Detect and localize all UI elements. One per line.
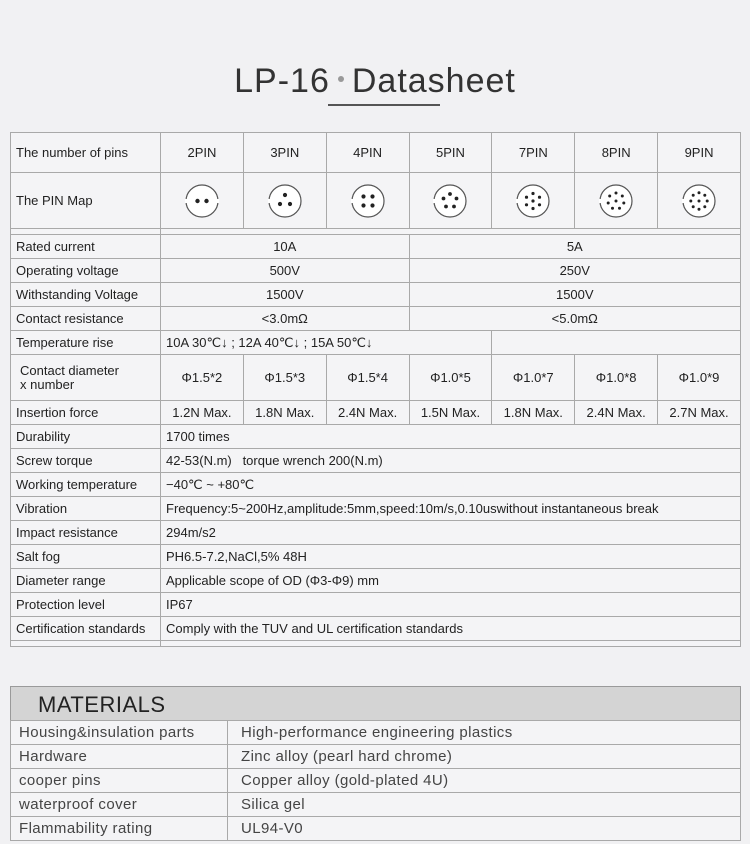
materials-label: Flammability rating <box>11 817 228 841</box>
contact-diameter-cell: Φ1.5*2 <box>161 355 244 401</box>
spec-label: Durability <box>11 425 161 449</box>
materials-row <box>11 817 741 841</box>
spec-row-impact-resistance <box>11 521 741 545</box>
contact-diameter-cell: Φ1.0*8 <box>575 355 658 401</box>
pin-count-cell: 8PIN <box>575 133 658 173</box>
spec-row-rated-current <box>11 235 741 259</box>
spec-value-empty <box>492 331 741 355</box>
title-model: LP-16 <box>234 62 330 100</box>
spec-value: Comply with the TUV and UL certification standards <box>161 617 741 641</box>
pinmap-cell <box>243 173 326 229</box>
spec-value-b: 250V <box>409 259 740 283</box>
spec-value: 294m/s2 <box>161 521 741 545</box>
spec-label: Contact resistance <box>11 307 161 331</box>
spec-row-contact-diameter <box>11 355 741 401</box>
spec-row-working-temperature <box>11 473 741 497</box>
pinmap-8pin-icon <box>598 183 634 219</box>
pinmap-5pin-icon <box>432 183 468 219</box>
materials-row <box>11 721 741 745</box>
insertion-force-cell: 1.8N Max. <box>243 401 326 425</box>
spec-value: Applicable scope of OD (Φ3-Φ9) mm <box>161 569 741 593</box>
spec-label: Vibration <box>11 497 161 521</box>
insertion-force-cell: 1.2N Max. <box>161 401 244 425</box>
spec-value: PH6.5-7.2,NaCl,5% 48H <box>161 545 741 569</box>
contact-diameter-cell: Φ1.0*7 <box>492 355 575 401</box>
spec-label-line: x number <box>20 376 75 392</box>
pinmap-3pin-icon <box>267 183 303 219</box>
contact-diameter-cell: Φ1.5*3 <box>243 355 326 401</box>
materials-label: Hardware <box>11 745 228 769</box>
materials-table <box>10 720 741 841</box>
spec-value-a: 500V <box>161 259 410 283</box>
insertion-force-cell: 1.5N Max. <box>409 401 492 425</box>
materials-label: cooper pins <box>11 769 228 793</box>
spec-row-withstanding-voltage <box>11 283 741 307</box>
pinmap-cell <box>492 173 575 229</box>
materials-label: Housing&insulation parts <box>11 721 228 745</box>
contact-diameter-cell: Φ1.0*9 <box>658 355 741 401</box>
spec-label: Rated current <box>11 235 161 259</box>
spec-label: Withstanding Voltage <box>11 283 161 307</box>
materials-heading: MATERIALS <box>38 692 166 717</box>
spec-row-contact-resistance <box>11 307 741 331</box>
pin-count-cell: 7PIN <box>492 133 575 173</box>
pin-count-cell: 5PIN <box>409 133 492 173</box>
spec-label: Insertion force <box>11 401 161 425</box>
contact-diameter-cell: Φ1.0*5 <box>409 355 492 401</box>
spec-value: −40℃ ~ +80℃ <box>161 473 741 497</box>
spec-value: IP67 <box>161 593 741 617</box>
spec-row-salt-fog <box>11 545 741 569</box>
materials-row <box>11 745 741 769</box>
spec-label: Temperature rise <box>11 331 161 355</box>
spec-value: 42-53(N.m) torque wrench 200(N.m) <box>161 449 741 473</box>
pinmap-2pin-icon <box>184 183 220 219</box>
contact-diameter-cell: Φ1.5*4 <box>326 355 409 401</box>
spec-row-pins <box>11 133 741 173</box>
spec-value: Frequency:5~200Hz,amplitude:5mm,speed:10m/s,0.10uswithout instantaneous break <box>161 497 741 521</box>
spec-label: Impact resistance <box>11 521 161 545</box>
title-dot-icon <box>338 76 344 82</box>
spec-label: The PIN Map <box>11 173 161 229</box>
spec-label: Working temperature <box>11 473 161 497</box>
pinmap-cell <box>161 173 244 229</box>
spec-row-vibration <box>11 497 741 521</box>
pinmap-cell <box>658 173 741 229</box>
spec-row-durability <box>11 425 741 449</box>
spec-row-insertion-force <box>11 401 741 425</box>
pinmap-cell <box>575 173 658 229</box>
spec-row-operating-voltage <box>11 259 741 283</box>
insertion-force-cell: 1.8N Max. <box>492 401 575 425</box>
spec-label: Operating voltage <box>11 259 161 283</box>
pinmap-9pin-icon <box>681 183 717 219</box>
spec-value-b: 1500V <box>409 283 740 307</box>
materials-value: UL94-V0 <box>228 817 741 841</box>
pinmap-cell <box>409 173 492 229</box>
spec-label <box>11 355 161 401</box>
spec-row-certification <box>11 617 741 641</box>
pin-count-cell: 2PIN <box>161 133 244 173</box>
spec-label: Diameter range <box>11 569 161 593</box>
materials-label: waterproof cover <box>11 793 228 817</box>
spec-label: Salt fog <box>11 545 161 569</box>
spec-value-a: <3.0mΩ <box>161 307 410 331</box>
pin-count-cell: 4PIN <box>326 133 409 173</box>
insertion-force-cell: 2.4N Max. <box>575 401 658 425</box>
spec-table <box>10 132 741 647</box>
materials-value: Zinc alloy (pearl hard chrome) <box>228 745 741 769</box>
spec-label: Screw torque <box>11 449 161 473</box>
materials-value: High-performance engineering plastics <box>228 721 741 745</box>
insertion-force-cell: 2.4N Max. <box>326 401 409 425</box>
spec-label: Certification standards <box>11 617 161 641</box>
page-title <box>0 62 750 101</box>
spec-value: 1700 times <box>161 425 741 449</box>
spec-value: 10A 30℃↓ ; 12A 40℃↓ ; 15A 50℃↓ <box>161 331 492 355</box>
insertion-force-cell: 2.7N Max. <box>658 401 741 425</box>
materials-row <box>11 769 741 793</box>
title-sub: Datasheet <box>351 62 516 100</box>
spec-gap-row <box>11 641 741 647</box>
spec-value-a: 1500V <box>161 283 410 307</box>
spec-value-a: 10A <box>161 235 410 259</box>
materials-row <box>11 793 741 817</box>
pin-count-cell: 3PIN <box>243 133 326 173</box>
pin-count-cell: 9PIN <box>658 133 741 173</box>
spec-label: The number of pins <box>11 133 161 173</box>
materials-header <box>10 686 741 720</box>
title-underline <box>328 104 440 106</box>
spec-row-diameter-range <box>11 569 741 593</box>
spec-row-pinmap <box>11 173 741 229</box>
spec-value-b: <5.0mΩ <box>409 307 740 331</box>
pinmap-7pin-icon <box>515 183 551 219</box>
materials-value: Copper alloy (gold-plated 4U) <box>228 769 741 793</box>
spec-row-screw-torque <box>11 449 741 473</box>
pinmap-4pin-icon <box>350 183 386 219</box>
spec-row-protection-level <box>11 593 741 617</box>
spec-value-b: 5A <box>409 235 740 259</box>
pinmap-cell <box>326 173 409 229</box>
spec-label-line: Contact diameter <box>20 362 119 378</box>
spec-row-temperature-rise <box>11 331 741 355</box>
materials-value: Silica gel <box>228 793 741 817</box>
spec-label: Protection level <box>11 593 161 617</box>
